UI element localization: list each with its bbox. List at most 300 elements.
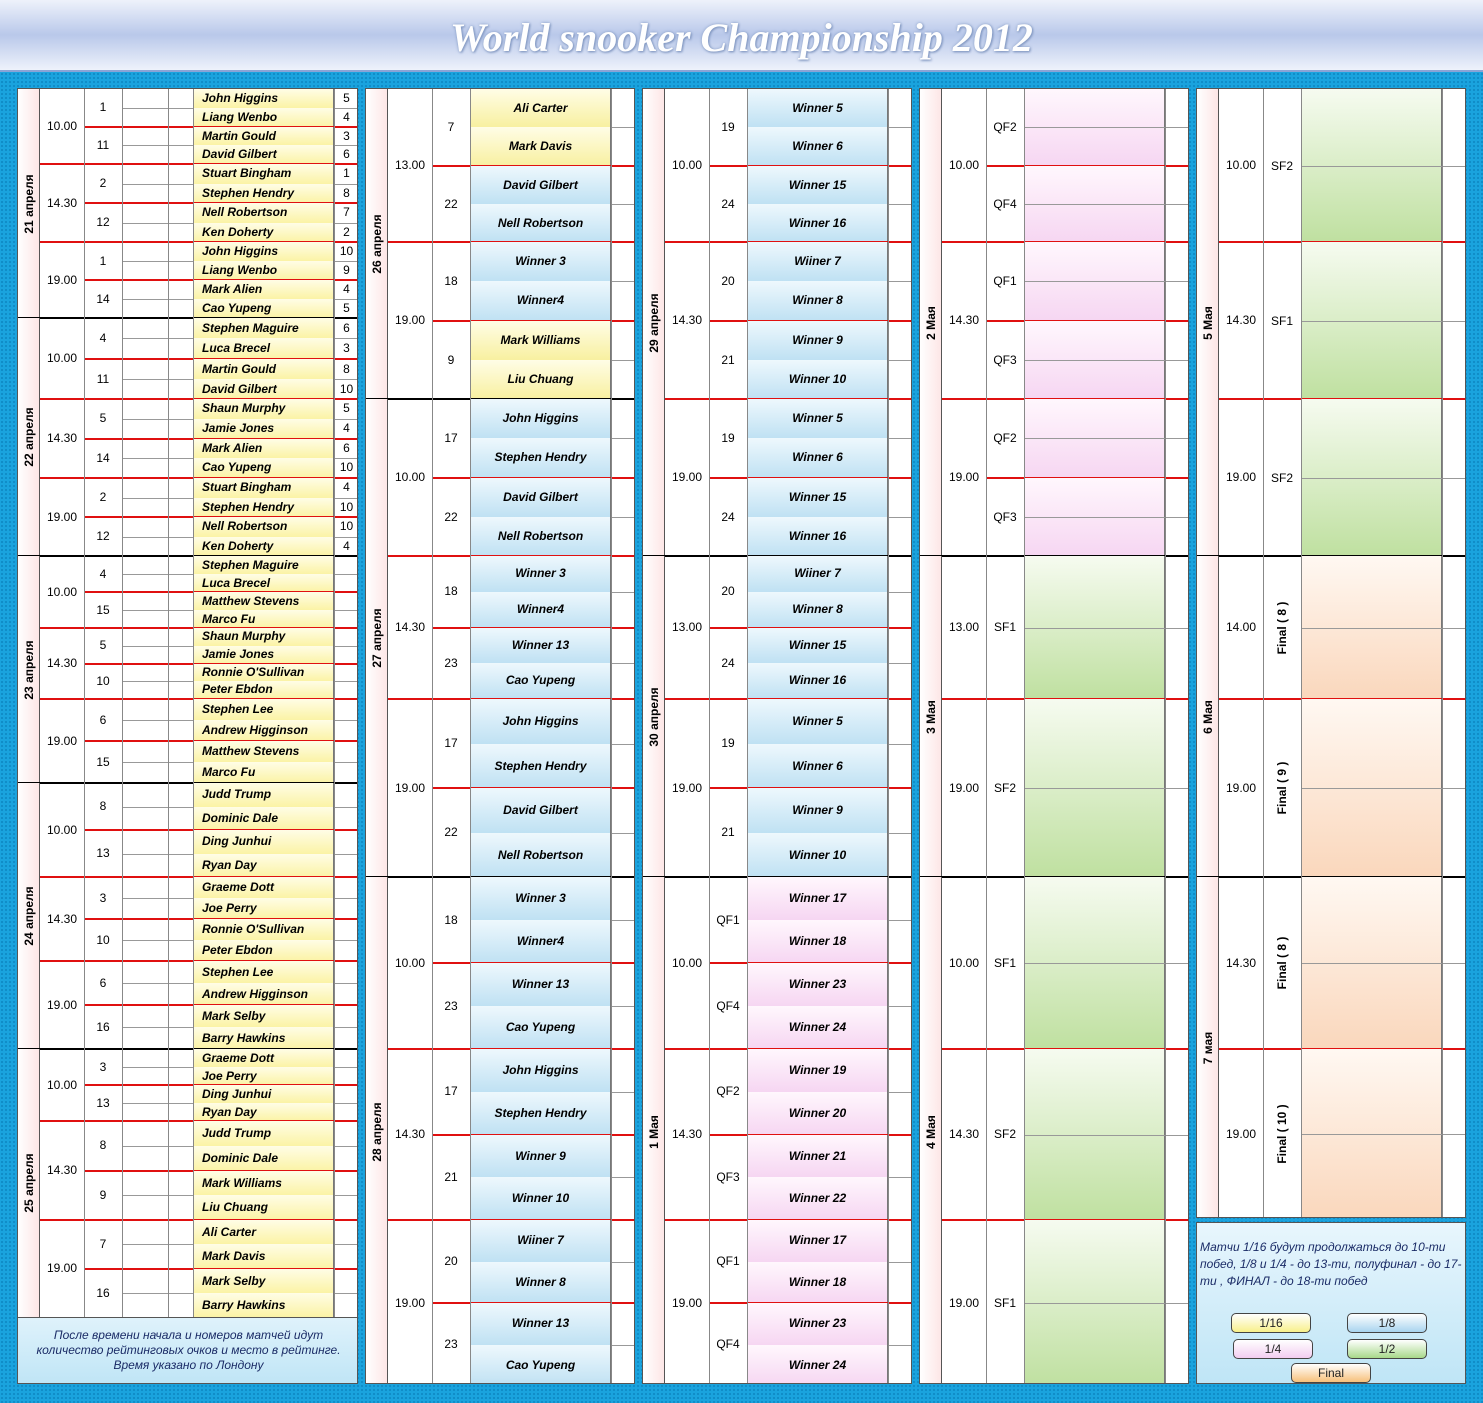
match-number: QF2 <box>993 120 1017 134</box>
player-name: Winner 5 <box>747 399 888 438</box>
match-number: 17 <box>444 736 458 750</box>
session-time: 13.00 <box>394 158 426 172</box>
match-label <box>1263 399 1301 556</box>
player-name: Winner 21 <box>747 1135 888 1178</box>
match-number: 7 <box>447 120 455 134</box>
session-time: 14.30 <box>671 1127 703 1141</box>
match-number: 23 <box>444 1337 458 1351</box>
date-cell <box>18 89 40 318</box>
player-name: Winner 15 <box>747 628 888 664</box>
player-name: Winner 9 <box>747 788 888 833</box>
match-number: 9 <box>447 352 455 367</box>
session-time: 14.30 <box>46 196 78 210</box>
session-time: 14.30 <box>46 912 78 926</box>
player-name: Winner 23 <box>747 1303 888 1345</box>
match-number: 15 <box>96 603 110 617</box>
player-name: Stephen Hendry <box>193 498 334 518</box>
date-cell <box>643 877 665 1384</box>
match-number: 19 <box>721 120 735 134</box>
session-time: 13.00 <box>671 620 703 634</box>
session-time: 19.00 <box>671 781 703 795</box>
player-name: Barry Hawkins <box>193 1293 334 1317</box>
match-number: 4 <box>99 331 107 345</box>
player-name: John Higgins <box>470 699 611 744</box>
player-name: Luca Brecel <box>193 574 334 592</box>
match-number: 21 <box>721 825 735 839</box>
match-number: 14 <box>96 292 110 306</box>
date-label: 7 мая <box>1200 1031 1215 1065</box>
player-name: Liu Chuang <box>470 360 611 399</box>
player-score: 3 <box>343 128 350 143</box>
player-name: Cao Yupeng <box>470 663 611 699</box>
match-number: 20 <box>721 584 735 598</box>
player-name: Dominic Dale <box>193 807 334 831</box>
session-time: 14.30 <box>671 313 703 327</box>
match-number: 23 <box>444 655 458 670</box>
match-number: 24 <box>721 509 735 524</box>
date-cell <box>920 89 942 556</box>
player-score <box>334 628 358 646</box>
player-score: 9 <box>343 263 350 277</box>
player-name: Stephen Hendry <box>470 1092 611 1135</box>
player-name: Mark Williams <box>193 1171 334 1196</box>
schedule-board <box>0 72 1483 1403</box>
player-name: Joe Perry <box>193 898 334 919</box>
date-cell <box>366 399 388 877</box>
column-divider <box>334 89 335 1317</box>
player-score <box>334 1005 358 1027</box>
player-name: Ding Junhui <box>193 830 334 854</box>
session-time: 19.00 <box>394 1296 426 1310</box>
session-time: 14.00 <box>1225 620 1257 634</box>
match-number: 7 <box>99 1237 107 1251</box>
match-number: 23 <box>444 999 458 1013</box>
date-label: 26 апреля <box>369 214 384 274</box>
match-number: 13 <box>96 846 110 860</box>
player-score: 4 <box>343 282 350 296</box>
match-number: 20 <box>721 274 735 288</box>
player-name: Peter Ebdon <box>193 940 334 961</box>
player-score <box>334 762 358 783</box>
player-name: Winner 16 <box>747 517 888 556</box>
column-divider <box>84 89 85 1317</box>
player-name: Cao Yupeng <box>470 1345 611 1385</box>
player-score <box>334 783 358 807</box>
column-divider <box>1442 89 1443 1218</box>
player-score <box>334 741 358 762</box>
player-score: 6 <box>343 440 350 455</box>
player-name: David Gilbert <box>470 788 611 833</box>
player-score: 10 <box>339 381 354 396</box>
player-name: Winner 8 <box>747 281 888 320</box>
player-score: 5 <box>343 91 350 105</box>
player-name: Jamie Jones <box>193 646 334 664</box>
player-name: Stephen Maguire <box>193 318 334 338</box>
match-number: 21 <box>444 1169 458 1184</box>
match-number: 2 <box>99 490 107 504</box>
player-name: Winner 9 <box>747 321 888 360</box>
player-score <box>334 1171 358 1196</box>
match-number: SF2 <box>993 1127 1016 1141</box>
player-name: David Gilbert <box>193 379 334 399</box>
legend-badge: 1/4 <box>1233 1339 1313 1359</box>
player-name: Graeme Dott <box>193 1049 334 1067</box>
session-time: 19.00 <box>46 1261 78 1275</box>
player-score: 10 <box>339 499 354 514</box>
player-score: 10 <box>339 460 354 475</box>
date-cell <box>643 556 665 877</box>
match-number: 18 <box>444 584 458 598</box>
player-score <box>334 720 358 741</box>
title-bar <box>0 0 1483 72</box>
player-name: Cao Yupeng <box>470 1006 611 1049</box>
column-divider <box>1301 89 1302 1218</box>
date-label: 3 Мая <box>923 699 938 734</box>
match-number: QF3 <box>716 1169 740 1184</box>
player-name: Wiiner 7 <box>747 556 888 592</box>
date-label: 30 апреля <box>646 686 661 747</box>
date-label: 5 Мая <box>1200 305 1215 340</box>
player-name: Winner 24 <box>747 1006 888 1049</box>
column-divider <box>1263 89 1264 1218</box>
player-score <box>334 699 358 720</box>
session-time: 19.00 <box>1225 470 1257 484</box>
match-number: 22 <box>444 825 458 839</box>
match-label <box>1263 556 1301 699</box>
session-time: 10.00 <box>948 158 980 172</box>
match-number: 8 <box>99 799 107 813</box>
player-score: 6 <box>343 321 350 335</box>
date-label: 21 апреля <box>21 173 36 234</box>
match-number: SF1 <box>993 1296 1016 1310</box>
player-name: Mark Alien <box>193 439 334 459</box>
date-cell <box>18 318 40 556</box>
match-number: SF2 <box>993 781 1016 795</box>
match-label-text: SF1 <box>1270 313 1294 328</box>
player-name: Winner 24 <box>747 1345 888 1385</box>
date-label: 24 апреля <box>21 886 36 946</box>
player-score <box>334 1027 358 1049</box>
session-time: 10.00 <box>46 1078 78 1092</box>
panel-round-1-8 <box>365 88 635 1384</box>
date-cell <box>18 556 40 783</box>
column-divider <box>1165 89 1166 1384</box>
date-label: 1 Мая <box>646 1114 661 1149</box>
player-score: 4 <box>343 109 350 124</box>
player-score <box>334 919 358 940</box>
panel-round-1-8-qf <box>642 88 912 1384</box>
player-name: Ali Carter <box>470 89 611 127</box>
match-number: 6 <box>99 976 107 990</box>
match-number: QF4 <box>716 1337 740 1351</box>
session-time: 14.30 <box>46 431 78 445</box>
match-number: 11 <box>96 371 110 386</box>
player-name: Wiiner 7 <box>747 242 888 281</box>
legend-badge: 1/16 <box>1231 1313 1311 1333</box>
player-score <box>334 1085 358 1103</box>
player-name: Winner 15 <box>747 166 888 204</box>
player-name: Liang Wenbo <box>193 261 334 280</box>
player-name: Winner 5 <box>747 699 888 744</box>
match-label-text: Final ( 10 ) <box>1275 1104 1289 1164</box>
player-name: Wiiner 7 <box>470 1220 611 1262</box>
player-score: 10 <box>339 519 354 533</box>
column-divider <box>611 89 612 1384</box>
match-number: 21 <box>721 352 735 367</box>
player-name: Judd Trump <box>193 1121 334 1146</box>
match-number: 17 <box>444 431 458 445</box>
note-box <box>18 1317 358 1384</box>
match-number: QF1 <box>716 913 740 927</box>
player-score: 8 <box>343 185 350 200</box>
player-name: Matthew Stevens <box>193 741 334 762</box>
player-name: Mark Alien <box>193 280 334 299</box>
player-name: Liu Chuang <box>193 1195 334 1220</box>
player-name: Stephen Hendry <box>193 184 334 204</box>
player-score <box>334 556 358 574</box>
date-label: 29 апреля <box>646 292 661 353</box>
date-label: 25 апреля <box>21 1153 36 1213</box>
player-name: Graeme Dott <box>193 877 334 898</box>
rounds-note: Матчи 1/16 будут продолжаться до 10-ти побед, 1/8 и 1/4 - до 13-ти, полуфинал - до 17-ти , ФИНАЛ - до 18-ти побед <box>1200 1240 1462 1288</box>
player-score <box>334 983 358 1005</box>
session-time: 14.30 <box>948 1127 980 1141</box>
date-label: 23 апреля <box>21 639 36 700</box>
match-label <box>1263 877 1301 1049</box>
player-name: Stephen Lee <box>193 961 334 983</box>
match-number: 16 <box>96 1285 110 1300</box>
match-number: 22 <box>444 196 458 211</box>
player-score: 2 <box>343 224 350 239</box>
match-number: 18 <box>444 913 458 927</box>
player-name: Marco Fu <box>193 610 334 628</box>
session-time: 19.00 <box>46 734 78 748</box>
player-score: 10 <box>339 244 354 258</box>
player-score <box>334 1121 358 1146</box>
player-score: 4 <box>343 480 350 494</box>
player-name: Winner4 <box>470 920 611 963</box>
player-name: Winner 23 <box>747 963 888 1006</box>
player-score: 1 <box>343 166 350 180</box>
player-name: Barry Hawkins <box>193 1027 334 1049</box>
date-label: 4 Мая <box>923 1114 938 1149</box>
player-score <box>334 1244 358 1268</box>
player-name: Mark Davis <box>193 1244 334 1268</box>
session-time: 14.30 <box>46 1163 78 1177</box>
player-name: Winner 20 <box>747 1092 888 1135</box>
date-label: 28 апреля <box>369 1101 384 1162</box>
match-number: QF2 <box>993 431 1017 445</box>
player-name: Nell Robertson <box>470 204 611 242</box>
player-name: Peter Ebdon <box>193 681 334 699</box>
player-score: 5 <box>343 301 350 315</box>
match-number: SF1 <box>993 956 1016 970</box>
match-label <box>1263 699 1301 877</box>
match-label <box>1263 89 1301 242</box>
match-number: 6 <box>99 713 107 727</box>
session-time: 14.30 <box>46 656 78 670</box>
player-name: Stephen Maguire <box>193 556 334 574</box>
player-name: Joe Perry <box>193 1067 334 1085</box>
player-name: Ali Carter <box>193 1220 334 1244</box>
player-name: Dominic Dale <box>193 1146 334 1171</box>
session-time: 10.00 <box>46 585 78 599</box>
session-time: 19.00 <box>46 998 78 1012</box>
panel-round-1-16 <box>17 88 358 1384</box>
session-time: 19.00 <box>948 1296 980 1310</box>
player-name: Winner 18 <box>747 1262 888 1304</box>
match-number: 3 <box>99 1060 107 1074</box>
player-score <box>334 646 358 664</box>
player-name: Winner 13 <box>470 1303 611 1345</box>
match-number: 12 <box>96 529 110 543</box>
match-number: 5 <box>99 411 107 425</box>
player-name: Winner 15 <box>747 478 888 517</box>
match-number: 10 <box>96 673 110 688</box>
player-score: 4 <box>343 538 350 553</box>
match-number: 5 <box>99 638 107 652</box>
player-name: John Higgins <box>193 242 334 261</box>
match-number: 19 <box>721 736 735 750</box>
player-score <box>334 610 358 628</box>
player-name: Winner 8 <box>747 592 888 628</box>
player-name: Andrew Higginson <box>193 983 334 1005</box>
session-time: 10.00 <box>46 351 78 365</box>
player-name: Winner 5 <box>747 89 888 127</box>
player-name: David Gilbert <box>470 478 611 517</box>
player-score <box>334 664 358 682</box>
match-number: 24 <box>721 196 735 211</box>
player-name: Mark Selby <box>193 1269 334 1293</box>
column-divider <box>888 89 889 1384</box>
match-number: QF4 <box>993 196 1017 211</box>
player-name: Winner 10 <box>747 833 888 878</box>
player-name: Winner 17 <box>747 877 888 920</box>
match-number: QF1 <box>993 274 1017 288</box>
match-number: QF4 <box>716 999 740 1013</box>
player-name: Winner 6 <box>747 127 888 165</box>
date-cell <box>1197 877 1219 1218</box>
date-cell <box>1197 556 1219 877</box>
session-time: 10.00 <box>948 956 980 970</box>
session-time: 19.00 <box>394 313 426 327</box>
player-score <box>334 940 358 961</box>
player-name: Cao Yupeng <box>193 299 334 318</box>
player-score <box>334 1146 358 1171</box>
player-name: Shaun Murphy <box>193 628 334 646</box>
player-name: Ken Doherty <box>193 537 334 557</box>
date-cell <box>366 89 388 399</box>
player-score <box>334 807 358 831</box>
page-title: World snooker Championship 2012 <box>450 15 1033 60</box>
session-time: 14.30 <box>948 313 980 327</box>
player-score <box>334 830 358 854</box>
player-score <box>334 898 358 919</box>
column-divider <box>470 89 471 1384</box>
player-name: Winner 6 <box>747 744 888 789</box>
match-number: 3 <box>99 891 107 905</box>
session-time: 14.30 <box>1225 956 1257 970</box>
session-time: 19.00 <box>46 510 78 524</box>
player-score <box>334 877 358 898</box>
player-name: Martin Gould <box>193 127 334 146</box>
player-score <box>334 1220 358 1244</box>
column-divider <box>986 89 987 1384</box>
player-score <box>334 1049 358 1067</box>
player-name: Ken Doherty <box>193 223 334 243</box>
player-name: Nell Robertson <box>470 833 611 878</box>
player-score <box>334 1269 358 1293</box>
player-name: Stuart Bingham <box>193 478 334 498</box>
date-label: 22 апреля <box>21 407 36 467</box>
player-name: Ding Junhui <box>193 1085 334 1103</box>
player-name: Winner 10 <box>470 1177 611 1220</box>
player-name: Stephen Hendry <box>470 438 611 477</box>
match-number: 11 <box>96 137 110 152</box>
player-score <box>334 681 358 699</box>
match-number: 2 <box>99 176 107 190</box>
match-label-text: Final ( 8 ) <box>1275 601 1289 654</box>
player-name: Nell Robertson <box>193 203 334 223</box>
match-number: 1 <box>99 254 107 268</box>
player-name: Winner 3 <box>470 877 611 920</box>
player-name: Matthew Stevens <box>193 592 334 610</box>
session-time: 13.00 <box>948 620 980 634</box>
player-name: Stuart Bingham <box>193 164 334 184</box>
match-number: 15 <box>96 755 110 769</box>
date-label: 2 Мая <box>923 305 938 340</box>
match-number: QF3 <box>993 509 1017 524</box>
session-time: 10.00 <box>394 956 426 970</box>
player-name: David Gilbert <box>193 145 334 164</box>
session-time: 19.00 <box>948 781 980 795</box>
session-time: 14.30 <box>394 1127 426 1141</box>
player-name: Ronnie O'Sullivan <box>193 664 334 682</box>
session-time: 19.00 <box>1225 1127 1257 1141</box>
player-score <box>334 1103 358 1121</box>
player-name: Martin Gould <box>193 359 334 379</box>
date-cell <box>18 783 40 1049</box>
player-name: Ronnie O'Sullivan <box>193 919 334 940</box>
match-label-text: Final ( 9 ) <box>1275 761 1289 815</box>
player-score <box>334 1067 358 1085</box>
date-cell <box>366 877 388 1384</box>
player-score: 4 <box>343 420 350 435</box>
legend-badge: 1/2 <box>1347 1339 1427 1359</box>
date-label: 27 апреля <box>369 608 384 668</box>
player-score <box>334 1293 358 1317</box>
player-name: Liang Wenbo <box>193 108 334 127</box>
match-number: 16 <box>96 1020 110 1034</box>
player-name: Winner 9 <box>470 1135 611 1178</box>
date-cell <box>920 556 942 877</box>
player-score <box>334 854 358 878</box>
column-divider <box>747 89 748 1384</box>
player-name: Jamie Jones <box>193 419 334 439</box>
match-number: 19 <box>721 431 735 445</box>
player-score: 7 <box>343 205 350 219</box>
match-number: 1 <box>99 100 107 114</box>
player-name: Ryan Day <box>193 854 334 878</box>
column-divider <box>168 89 169 1317</box>
match-number: SF1 <box>993 620 1016 634</box>
session-time: 19.00 <box>394 781 426 795</box>
match-number: 4 <box>99 567 107 581</box>
player-name: John Higgins <box>470 399 611 438</box>
player-name: Luca Brecel <box>193 338 334 358</box>
legend-badge: 1/8 <box>1347 1313 1427 1333</box>
player-name: Mark Selby <box>193 1005 334 1027</box>
